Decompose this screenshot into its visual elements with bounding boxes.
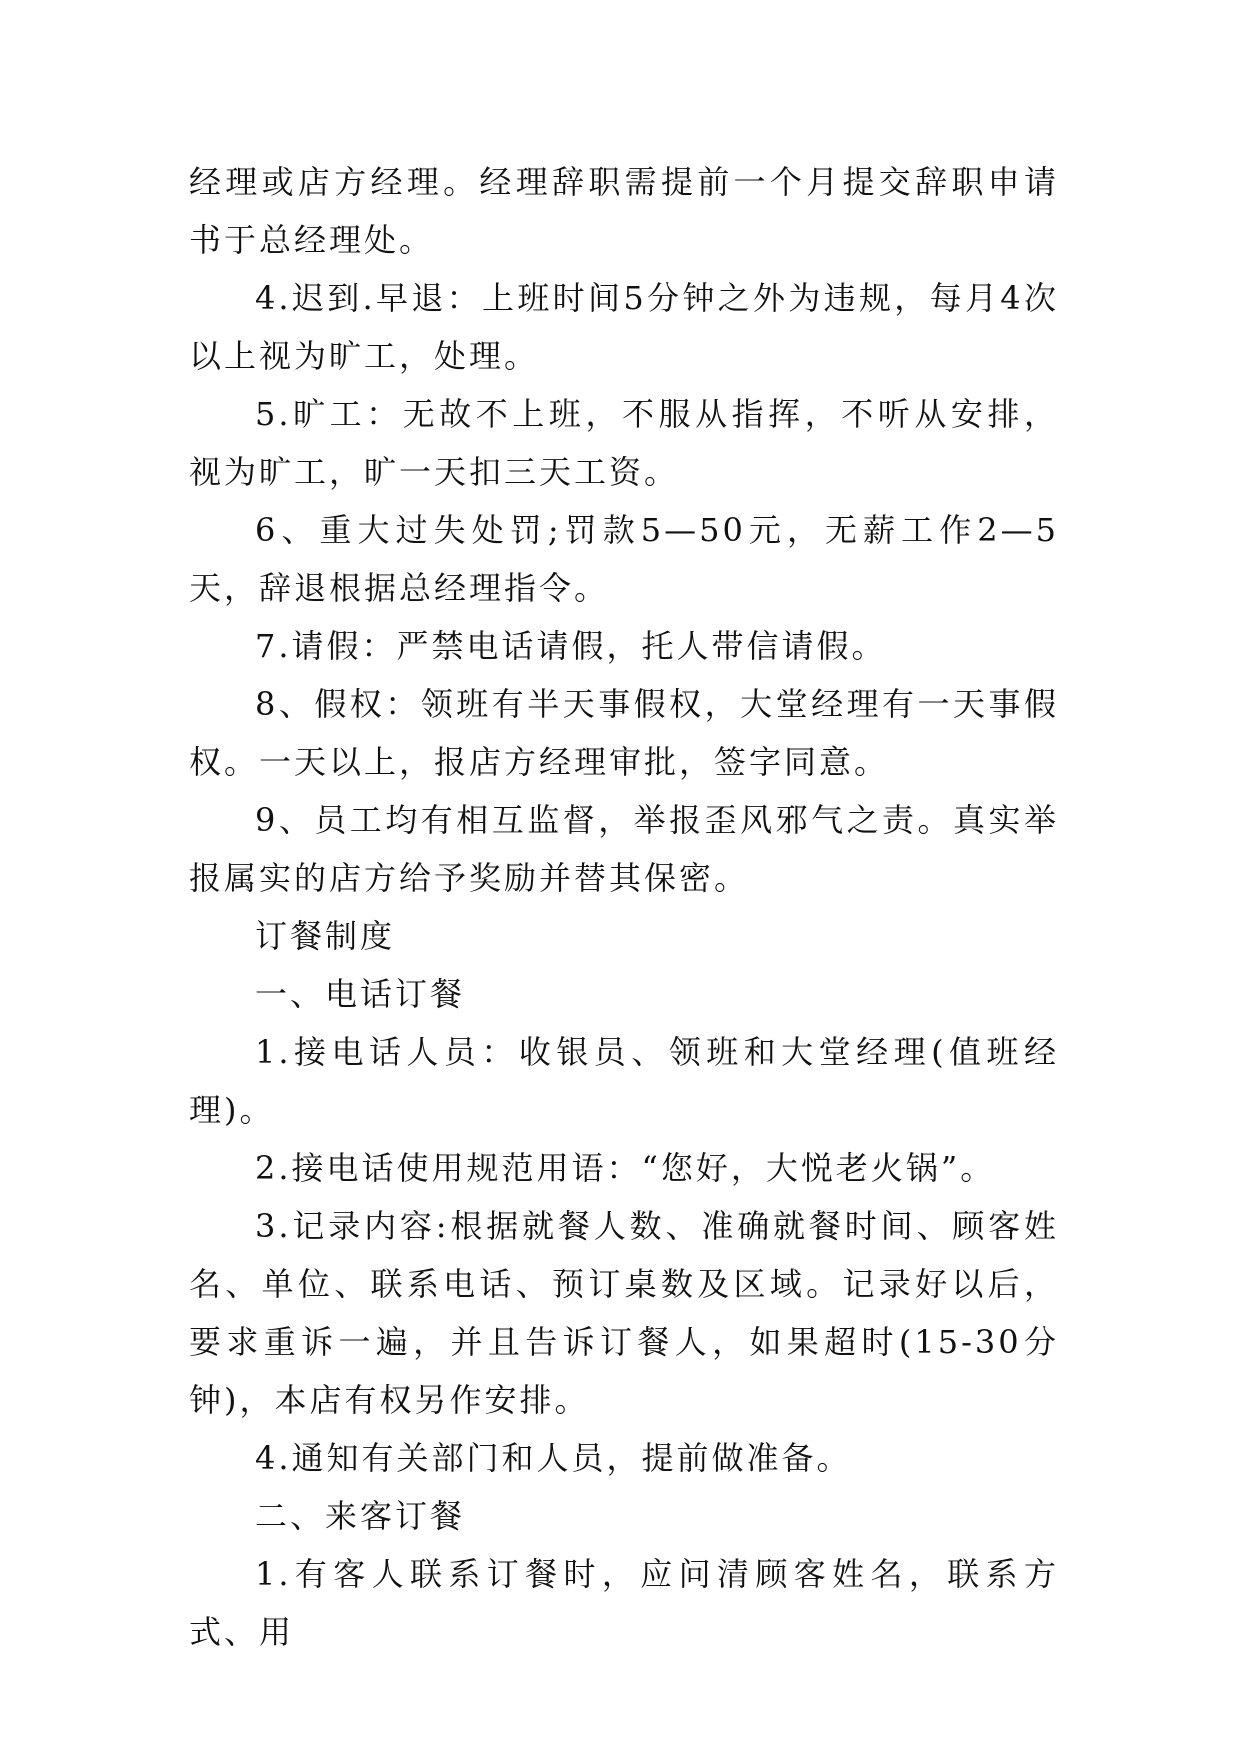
paragraph-major-fault-penalty: 6、重大过失处罚;罚款5—50元，无薪工作2—5天，辞退根据总经理指令。 — [189, 511, 1059, 607]
paragraph-mutual-supervision: 9、员工均有相互监督，举报歪风邪气之责。真实举报属实的店方给予奖励并替其保密。 — [189, 801, 1059, 897]
paragraph-phone-greeting: 2.接电话使用规范用语：“您好，大悦老火锅”。 — [255, 1149, 996, 1187]
section-heading-ordering-system: 订餐制度 — [255, 917, 396, 955]
paragraph-walk-in-customer: 1.有客人联系订餐时，应问清顾客姓名，联系方式、用 — [189, 1555, 1059, 1651]
paragraph-notify-departments: 4.通知有关部门和人员，提前做准备。 — [255, 1439, 852, 1477]
paragraph-record-content: 3.记录内容:根据就餐人数、准确就餐时间、顾客姓名、单位、联系电话、预订桌数及区域。记录好以后，要求重诉一遍，并且告诉订餐人，如果超时(15-30分钟)，本店有权另作安排。 — [189, 1207, 1059, 1419]
paragraph-lateness-rule: 4.迟到.早退：上班时间5分钟之外为违规，每月4次以上视为旷工，处理。 — [189, 279, 1059, 375]
paragraph-resignation-continued: 经理或店方经理。经理辞职需提前一个月提交辞职申请书于总经理处。 — [189, 163, 1059, 259]
paragraph-leave-authority: 8、假权：领班有半天事假权，大堂经理有一天事假权。一天以上，报店方经理审批，签字同意。 — [189, 685, 1059, 781]
subheading-walk-in-ordering: 二、来客订餐 — [255, 1497, 466, 1535]
subheading-phone-ordering: 一、电话订餐 — [255, 975, 466, 1013]
paragraph-absenteeism-rule: 5.旷工：无故不上班，不服从指挥，不听从安排，视为旷工，旷一天扣三天工资。 — [189, 395, 1059, 491]
paragraph-phone-staff: 1.接电话人员：收银员、领班和大堂经理(值班经理)。 — [189, 1033, 1059, 1129]
paragraph-leave-request: 7.请假：严禁电话请假，托人带信请假。 — [255, 627, 887, 665]
document-body — [189, 153, 1059, 1661]
